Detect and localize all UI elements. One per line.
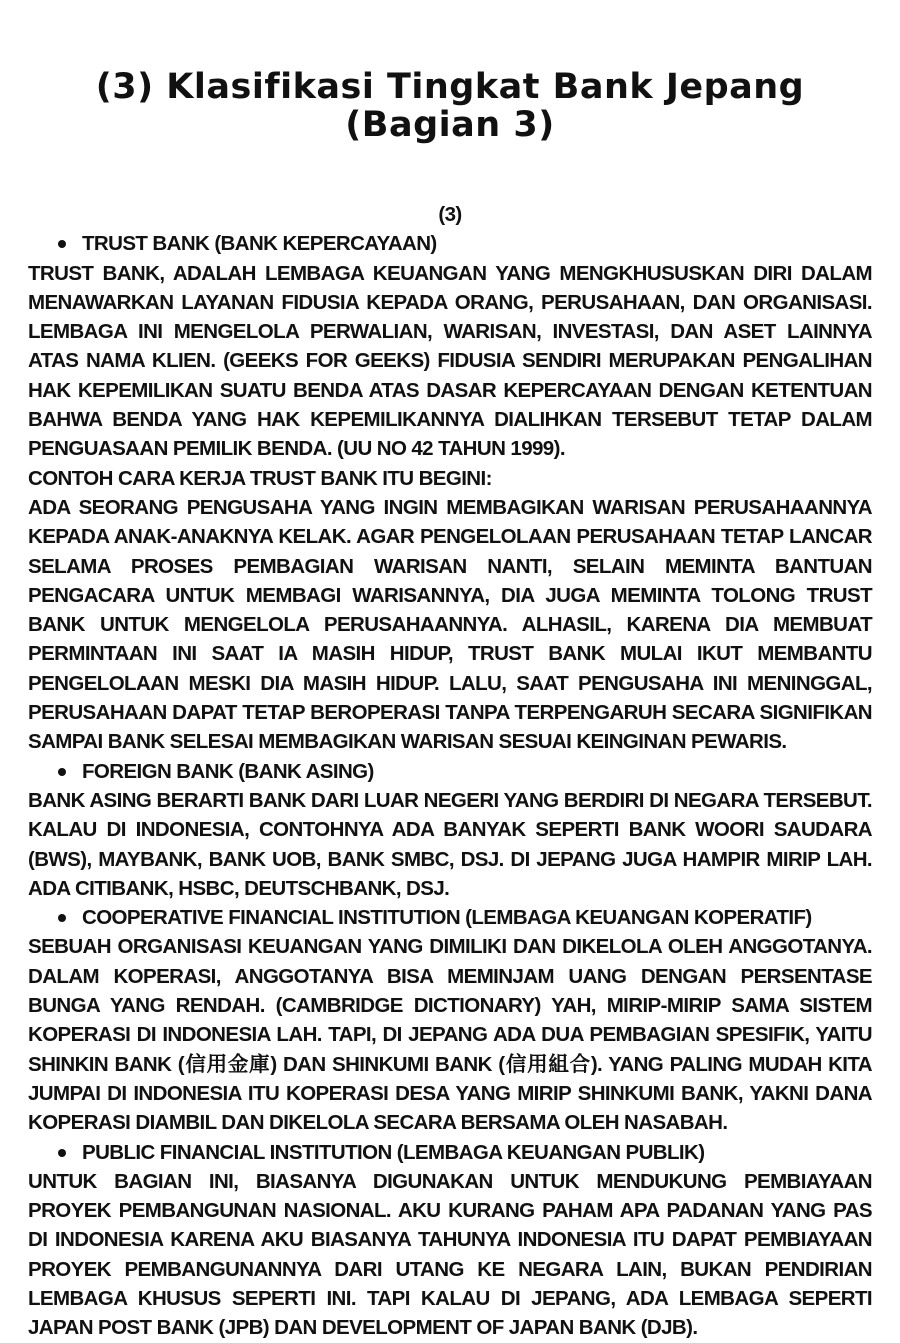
bullet-heading-cooperative: COOPERATIVE FINANCIAL INSTITUTION (LEMBAGA KEUANGAN KOPERATIF) [28,903,872,932]
paragraph-trust-bank-definition: TRUST BANK, ADALAH LEMBAGA KEUANGAN YANG MENGKHUSUSKAN DIRI DALAM MENAWARKAN LAYANAN FIDUSIA KEPADA ORANG, PERUSAHAAN, DAN ORGANISASI. LEMBAGA INI MENGELOLA PERWALIAN, WARISAN, INVESTASI, DAN ASET LAINNYA ATAS NAMA KLIEN. (GEEKS FOR GEEKS) FIDUSIA SENDIRI MERUPAKAN PENGALIHAN HAK KEPEMILIKAN SUATU BENDA ATAS DASAR KEPERCAYAAN DENGAN KETENTUAN BAHWA BENDA YANG HAK KEPEMILIKANNYA DIALIHKAN TERSEBUT TETAP DALAM PENGUASAAN PEMILIK BENDA. (UU NO 42 TAHUN 1999). [28,261,872,461]
paragraph-trust-bank-example-intro: CONTOH CARA KERJA TRUST BANK ITU BEGINI: [28,466,492,490]
paragraph-cooperative: SEBUAH ORGANISASI KEUANGAN YANG DIMILIKI DAN DIKELOLA OLEH ANGGOTANYA. DALAM KOPERASI, ANGGOTANYA BISA MEMINJAM UANG DENGAN PERSENTASE BUNGA YANG RENDAH. (CAMBRIDGE DICTIONARY) YAH, MIRIP-MIRIP SAMA SISTEM KOPERASI DI INDONESIA LAH. TAPI, DI JEPANG ADA DUA PEMBAGIAN SPESIFIK, YAITU SHINKIN BANK (信用金庫) DAN SHINKUMI BANK (信用組合). YANG PALING MUDAH KITA JUMPAI DI INDONESIA ITU KOPERASI DESA YANG MIRIP SHINKUMI BANK, YAKNI DANA KOPERASI DIAMBIL DAN DIKELOLA SECARA BERSAMA OLEH NASABAH. [28,935,872,1135]
document-body [28,196,872,1343]
paragraph-public-financial: UNTUK BAGIAN INI, BIASANYA DIGUNAKAN UNTUK MENDUKUNG PEMBIAYAAN PROYEK PEMBANGUNAN NASIONAL. AKU KURANG PAHAM APA PADANAN YANG PAS DI INDONESIA KARENA AKU BIASANYA TAHUNYA INDONESIA ITU DAPAT PEMBIAYAAN PROYEK PEMBANGUNANNYA DARI UTANG KE NEGARA LAIN, BUKAN PENDIRIAN LEMBAGA KHUSUS SEPERTI INI. TAPI KALAU DI JEPANG, ADA LEMBAGA SEPERTI JAPAN POST BANK (JPB) DAN DEVELOPMENT OF JAPAN BANK (DJB). [28,1169,872,1340]
paragraph-trust-bank-example: ADA SEORANG PENGUSAHA YANG INGIN MEMBAGIKAN WARISAN PERUSAHAANNYA KEPADA ANAK-ANAKNYA KELAK. AGAR PENGELOLAAN PERUSAHAAN TETAP LANCAR SELAMA PROSES PEMBAGIAN WARISAN NANTI, SELAIN MEMINTA BANTUAN PENGACARA UNTUK MEMBAGI WARISANNYA, DIA JUGA MEMINTA TOLONG TRUST BANK UNTUK MENGELOLA PERUSAHAANNYA. ALHASIL, KARENA DIA MEMBUAT PERMINTAAN INI SAAT IA MASIH HIDUP, TRUST BANK MULAI IKUT MEMBANTU PENGELOLAAN MESKI DIA MASIH HIDUP. LALU, SAAT PENGUSAHA INI MENINGGAL, PERUSAHAAN DAPAT TETAP BEROPERASI TANPA TERPENGARUH SECARA SIGNIFIKAN SAMPAI BANK SELESAI MEMBAGIKAN WARISAN SESUAI KEINGINAN PEWARIS. [28,495,872,754]
title-line-1: (3) Klasifikasi Tingkat Bank Jepang [95,67,805,107]
section-number: (3) [438,203,462,226]
paragraph-foreign-bank: BANK ASING BERARTI BANK DARI LUAR NEGERI YANG BERDIRI DI NEGARA TERSEBUT. KALAU DI INDONESIA, CONTOHNYA ADA BANYAK SEPERTI BANK WOORI SAUDARA (BWS), MAYBANK, BANK UOB, BANK SMBC, DSJ. DI JEPANG JUGA HAMPIR MIRIP LAH. ADA CITIBANK, HSBC, DEUTSCHBANK, DSJ. [28,788,872,900]
bullet-heading-public-financial: PUBLIC FINANCIAL INSTITUTION (LEMBAGA KEUANGAN PUBLIK) [28,1138,872,1167]
bullet-heading-foreign-bank: FOREIGN BANK (BANK ASING) [28,757,872,786]
page-title [40,68,860,144]
title-line-2: (Bagian 3) [345,105,555,145]
bullet-heading-trust-bank: TRUST BANK (BANK KEPERCAYAAN) [28,229,872,258]
